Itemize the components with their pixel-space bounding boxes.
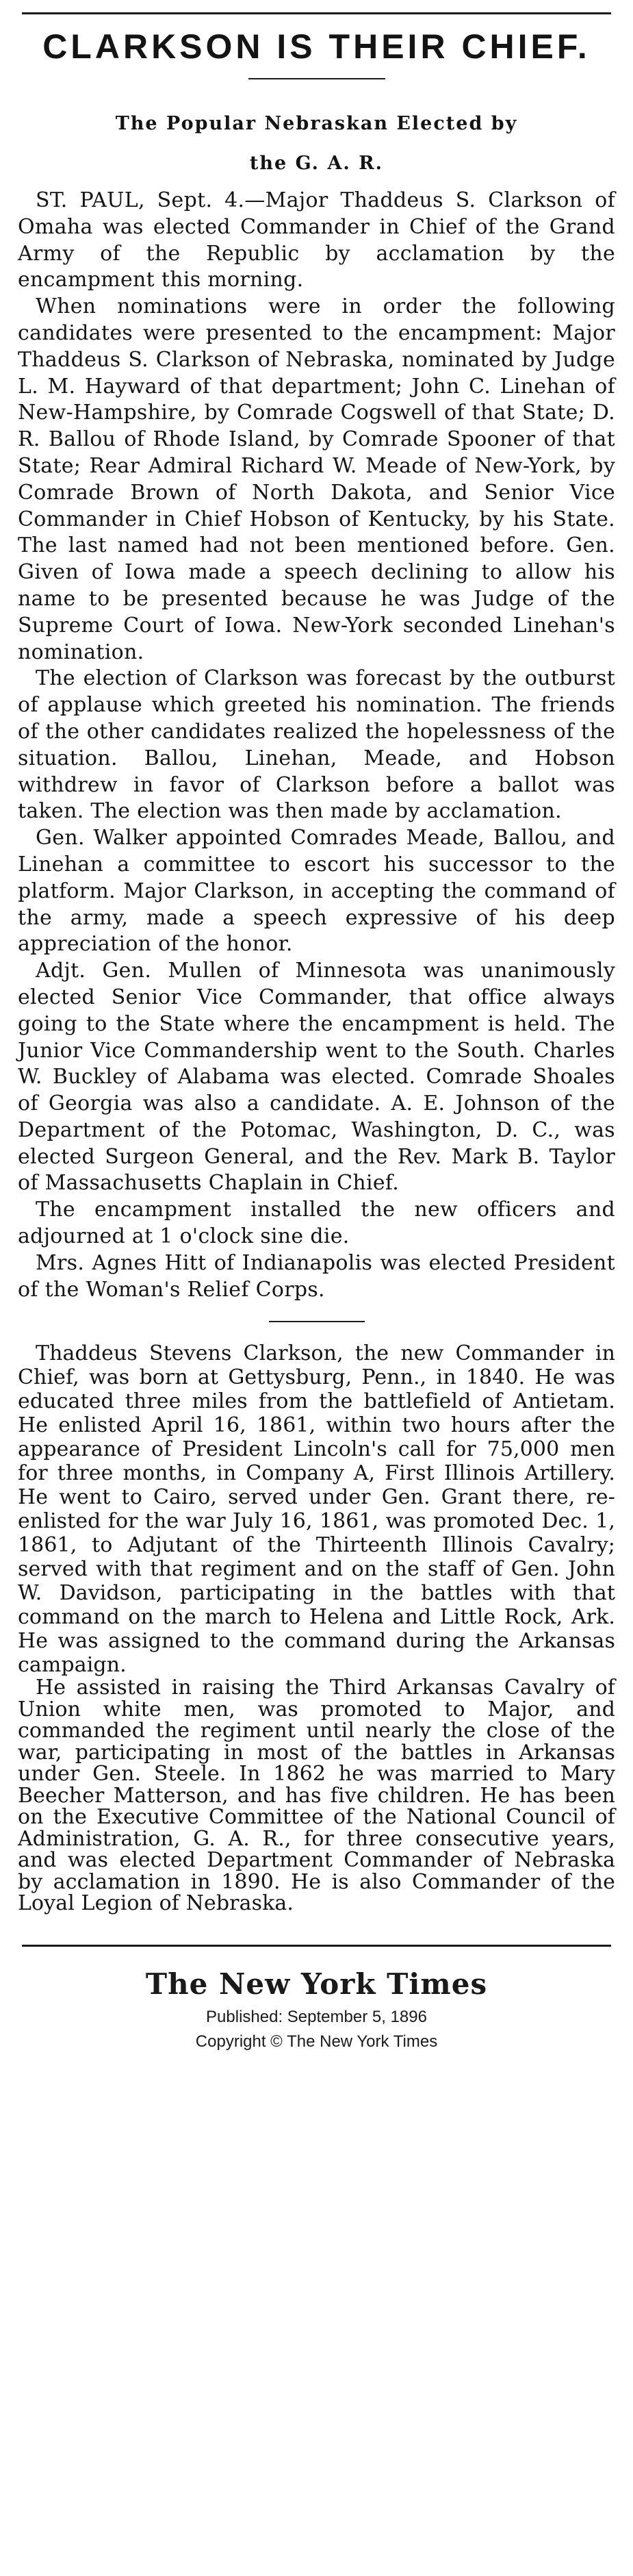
paragraph-election: The election of Clarkson was forecast by the outburst of applause which greeted his nomination. The friends of the other candidates realized the hopelessness of the situation. Ballou, Linehan, Meade, and Hobson withdrew in favor of Clarkson before a ballot was taken. The election was then made by acclamation. (18, 666, 615, 824)
headline: CLARKSON IS THEIR CHIEF. (42, 27, 591, 66)
top-rule (22, 12, 611, 14)
published-date: Published: September 5, 1896 (206, 2007, 427, 2026)
section-divider (269, 1321, 365, 1322)
subhead-line-2: the G. A. R. (249, 153, 384, 174)
paragraph-womans-relief: Mrs. Agnes Hitt of Indianapolis was elected President of the Woman's Relief Corps. (18, 1250, 615, 1302)
article-body (18, 188, 615, 1303)
subhead (18, 104, 615, 184)
headline-rule (248, 78, 385, 79)
nyt-masthead-logo: The New York Times (145, 1967, 488, 2001)
copyright-notice: Copyright © The New York Times (195, 2032, 438, 2051)
paragraph-adjourned: The encampment installed the new officers and adjourned at 1 o'clock sine die. (18, 1198, 615, 1249)
bio-paragraph-career: He assisted in raising the Third Arkansas Cavalry of Union white men, was promoted to Major, and commanded the regiment until nearly the close of the war, participating in most of the battles in Arkansas under Gen. Steele. In 1862 he was married to Mary Beecher Matterson, and has five children. He has been on the Executive Committee of the National Council of Administration, G. A. R., for three consecutive years, and was elected Department Commander of Nebraska by acclamation in 1890. He is also Commander of the Loyal Legion of Nebraska. (18, 1676, 615, 1916)
paragraph-nominations: When nominations were in order the following candidates were presented to the encampment: Major Thaddeus S. Clarkson of Nebraska, nominated by Judge L. M. Hayward of that department; John C. Linehan of New-Hampshire, by Comrade Cogswell of that State; D. R. Ballou of Rhode Island, by Comrade Spooner of that State; Rear Admiral Richard W. Meade of New-York, by Comrade Brown of North Dakota, and Senior Vice Commander in Chief Hobson of Kentucky, by his State. The last named had not been mentioned before. Gen. Given of Iowa made a speech declining to allow his name to be presented because he was Judge of the Supreme Court of Iowa. New-York seconded Linehan's nomination. (18, 294, 615, 664)
paragraph-officers: Adjt. Gen. Mullen of Minnesota was unanimously elected Senior Vice Commander, that office always going to the State where the encampment is held. The Junior Vice Commandership went to the South. Charles W. Buckley of Alabama was elected. Comrade Shoales of Georgia was also a candidate. A. E. Johnson of the Department of the Potomac, Washington, D. C., was elected Surgeon General, and the Rev. Mark B. Taylor of Massachusetts Chaplain in Chief. (18, 959, 615, 1196)
footer (18, 1967, 615, 2054)
paragraph-committee: Gen. Walker appointed Comrades Meade, Ballou, and Linehan a committee to escort his successor to the platform. Major Clarkson, in accepting the command of the army, made a speech expressive of his deep appreciation of the honor. (18, 826, 615, 957)
subhead-line-1: The Popular Nebraskan Elected by (115, 113, 518, 134)
bio-paragraph-early-life: Thaddeus Stevens Clarkson, the new Commander in Chief, was born at Gettysburg, Penn., in 1840. He was educated three miles from the battlefield of Antietam. He enlisted April 16, 1861, within two hours after the appearance of President Lincoln's call for 75,000 men for three months, in Company A, First Illinois Artillery. He went to Cairo, served under Gen. Grant there, re-enlisted for the war July 16, 1861, was promoted Dec. 1, 1861, to Adjutant of the Thirteenth Illinois Cavalry; served with that regiment and on the staff of Gen. John W. Davidson, participating in the battles with that command on the march to Helena and Little Rock, Ark. He was assigned to the command during the Arkansas campaign. (18, 1341, 615, 1678)
end-rule (22, 1945, 611, 1947)
paragraph-dateline: ST. PAUL, Sept. 4.—Major Thaddeus S. Clarkson of Omaha was elected Commander in Chief of the Grand Army of the Republic by acclamation by the encampment this morning. (18, 188, 615, 292)
biography (18, 1341, 615, 1915)
